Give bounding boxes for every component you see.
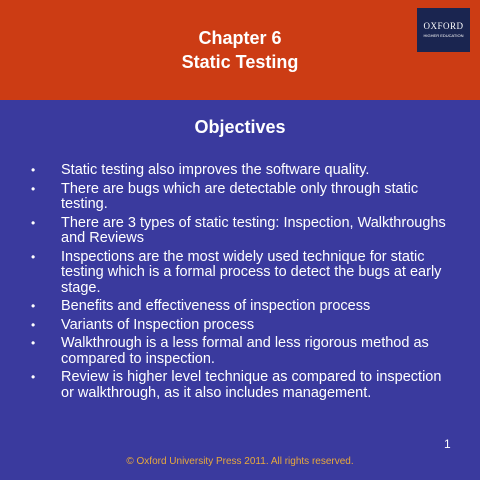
bullet-item (0, 336, 480, 367)
bullet-text: Review is higher level technique as compared to inspection or walkthrough, as it also includes management. (61, 369, 442, 401)
bullet-icon: • (31, 215, 36, 230)
chapter-title: Chapter 6 (198, 28, 282, 48)
logo-subtext: HIGHER EDUCATION (423, 33, 464, 38)
copyright-footer: © Oxford University Press 2011. All rights reserved. (126, 456, 354, 467)
header-band (0, 0, 480, 100)
bullet-icon: • (31, 299, 36, 313)
bullet-text: Benefits and effectiveness of inspection process (61, 298, 371, 314)
bullet-text: There are 3 types of static testing: Inspection, Walkthroughs and Reviews (61, 214, 446, 246)
bullet-icon: • (31, 249, 36, 264)
objectives-heading: Objectives (194, 117, 286, 137)
bullet-item (0, 216, 480, 247)
bullet-text: Static testing also improves the software quality. (61, 162, 370, 178)
bullet-item (0, 299, 480, 315)
bullet-icon: • (31, 370, 36, 384)
page-number: 1 (444, 437, 451, 451)
bullet-icon: • (31, 336, 36, 350)
bullet-text: Inspections are the most widely used technique for static testing which is a formal process to detect the bugs at early stage. (61, 248, 442, 296)
bullet-icon: • (31, 163, 36, 177)
oxford-logo (417, 8, 470, 52)
objectives-list (0, 163, 480, 404)
bullet-item (0, 250, 480, 297)
bullet-text: Walkthrough is a less formal and less rigorous method as compared to inspection. (61, 335, 429, 367)
bullet-item (0, 318, 480, 334)
chapter-subtitle: Static Testing (181, 52, 299, 72)
bullet-icon: • (31, 181, 36, 196)
bullet-icon: • (31, 317, 36, 332)
bullet-item (0, 163, 480, 179)
bullet-item (0, 182, 480, 213)
logo-wordmark: OXFORD (423, 21, 464, 31)
bullet-item (0, 370, 480, 401)
bullet-text: Variants of Inspection process (61, 316, 255, 333)
bullet-text: There are bugs which are detectable only through static testing. (61, 180, 419, 212)
